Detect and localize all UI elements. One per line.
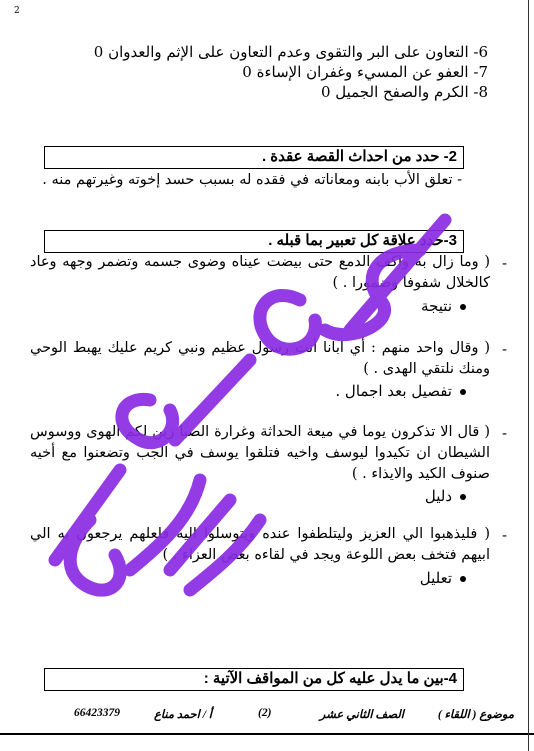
answer-bullet [420, 568, 466, 588]
bullet-icon [460, 576, 466, 582]
page-number: 2 [14, 6, 20, 16]
footer-grade: الصف الثاني عشر [319, 709, 404, 721]
intro-item: 7- العفو عن المسيء وغفران الإساءة 0 [242, 63, 488, 81]
question-4-heading: 4-بين ما يدل عليه كل من المواقف الآتية : [44, 668, 464, 691]
bullet-icon [460, 494, 466, 500]
bullet-icon [460, 389, 466, 395]
bottom-rule [0, 733, 534, 735]
answer-bullet [425, 486, 466, 506]
question-3-item-1-answer: نتيجة [421, 297, 452, 315]
page-edge [528, 0, 529, 751]
list-dash: - [502, 526, 508, 544]
footer-topic: موضوع ( اللقاء ) [437, 709, 514, 721]
bullet-icon [460, 304, 466, 310]
list-dash: - [502, 254, 508, 272]
intro-item: 8- الكرم والصفح الجميل 0 [320, 83, 488, 101]
answer-bullet [421, 296, 466, 316]
answer-bullet [335, 381, 466, 401]
question-3-item-4-answer: تعليل [419, 569, 452, 587]
question-3-item-4: ( فليذهبوا الي العزيز وليتلطفوا عنده ويتوسلوا اليه فلعلهم يرجعون به الي ابيهم فتخف بعض اللوعة ويجد في لقاءه بعض العزاء . ) [30, 526, 490, 563]
footer-teacher: أ / احمد مناع [154, 709, 212, 721]
question-3-item-1: ( وما زال به واكف الدمع حتى بيضت عيناه وضوى جسمه وتضمر وجهه وعاد كالخلال شفوفا وضمورا . ) [30, 254, 490, 291]
question-3-item-2-answer: تفصيل بعد اجمال . [335, 382, 452, 400]
question-2-answer: - تعلق الأب بابنه ومعاناته في فقده له بسبب حسد إخوته وغيرتهم منه . [42, 172, 462, 188]
question-2-heading: 2- حدد من احداث القصة عقدة . [44, 146, 464, 169]
footer-phone: 66423379 [74, 707, 120, 719]
footer-page: (2) [258, 707, 272, 719]
question-3-heading: 3-حدد علاقة كل تعبير بما قبله . [44, 230, 464, 253]
page-footer [62, 703, 514, 727]
question-3-item-3-answer: دليل [424, 487, 452, 505]
list-dash: - [502, 340, 508, 358]
question-3-item-2: ( وقال واحد منهم : أي ابانا أنت رسول عظيم ونبي كريم عليك يهبط الوحي ومنك نلتقي الهدى . ) [30, 340, 490, 377]
question-3-item-3: ( قال الا تذكرون يوما في ميعة الحداثة وغرارة الصبا زين لكم الهوى ووسوس الشيطان ان تكيدوا ليوسف واخيه فتلقوا يوسف في الجب وتضعنوا مع أخيه صنوف الكيد والايذاء . ) [30, 424, 490, 482]
intro-item: 6- التعاون على البر والتقوى وعدم التعاون على الإثم والعدوان 0 [93, 43, 488, 61]
list-dash: - [502, 424, 508, 442]
